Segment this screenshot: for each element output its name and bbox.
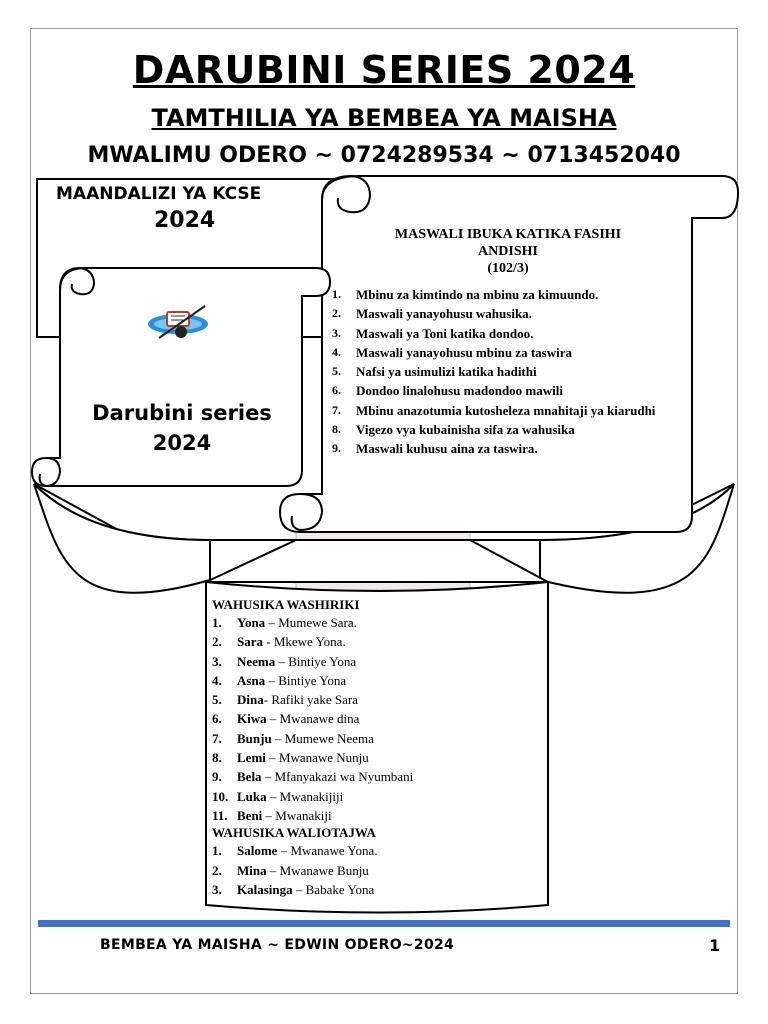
list-item: 9. Bela – Mfanyakazi wa Nyumbani (212, 769, 414, 785)
list-item: 4. Maswali yanayohusu mbinu za taswira (332, 344, 572, 360)
darubini-line1: Darubini series (92, 401, 272, 425)
list-item: 1. Mbinu za kimtindo na mbinu za kimuundo. (332, 287, 599, 302)
list-item: 3. Neema – Bintiye Yona (212, 653, 357, 669)
washiriki-heading: WAHUSIKA WASHIRIKI (212, 597, 360, 612)
kcse-year: 2024 (154, 208, 216, 233)
page-title: DARUBINI SERIES 2024 (132, 48, 636, 92)
list-item: 7. Mbinu anazotumia kutosheleza mnahitaji ya kiarudhi (332, 402, 656, 418)
list-item: 6. Dondoo linalohusu madondoo mawili (332, 383, 563, 399)
list-item: 4. Asna – Bintiye Yona (212, 672, 347, 688)
list-item: 2. Maswali yanayohusu wahusika. (332, 306, 532, 322)
list-item: 9. Maswali kuhusu aina za taswira. (332, 441, 538, 457)
page-number: 1 (709, 936, 721, 955)
maswali-heading-line3: (102/3) (487, 261, 529, 276)
list-item: 1. Yona – Mumewe Sara. (212, 615, 357, 630)
kcse-label: MAANDALIZI YA KCSE (56, 184, 262, 204)
footer-rule (38, 920, 730, 927)
list-item: 5. Nafsi ya usimulizi katika hadithi (332, 364, 537, 380)
maswali-heading-line1: MASWALI IBUKA KATIKA FASIHI (394, 227, 622, 242)
darubini-line2: 2024 (152, 431, 212, 455)
list-item: 8. Lemi – Mwanawe Nunju (212, 750, 369, 766)
list-item: 1. Salome – Mwanawe Yona. (212, 843, 378, 859)
teacher-contact: MWALIMU ODERO ~ 0724289534 ~ 0713452040 (87, 143, 681, 168)
page-subtitle: TAMTHILIA YA BEMBEA YA MAISHA (151, 104, 617, 132)
wahusika-panel (212, 597, 542, 899)
waliotajwa-list (212, 841, 542, 899)
list-item: 2. Mina – Mwanawe Bunju (212, 862, 369, 878)
washiriki-list (212, 613, 542, 825)
list-item: 11. Beni – Mwanakiji (212, 807, 332, 823)
list-item: 10. Luka – Mwanakijiji (212, 788, 344, 804)
darubini-series-label (62, 398, 302, 458)
darubini-logo-icon (145, 300, 215, 344)
waliotajwa-heading: WAHUSIKA WALIOTAJWA (212, 825, 376, 841)
maswali-heading-line2: ANDISHI (478, 244, 538, 259)
list-item: 6. Kiwa – Mwanawe dina (212, 711, 360, 727)
list-item: 3. Maswali ya Toni katika dondoo. (332, 325, 534, 341)
footer-text: BEMBEA YA MAISHA ~ EDWIN ODERO~2024 (100, 937, 455, 953)
list-item: 5. Dina- Rafiki yake Sara (212, 692, 358, 708)
list-item: 3. Kalasinga – Babake Yona (212, 881, 375, 897)
list-item: 2. Sara - Mkewe Yona. (212, 634, 346, 650)
list-item: 7. Bunju – Mumewe Neema (212, 730, 374, 746)
list-item: 8. Vigezo vya kubainisha sifa za wahusika (332, 422, 575, 438)
